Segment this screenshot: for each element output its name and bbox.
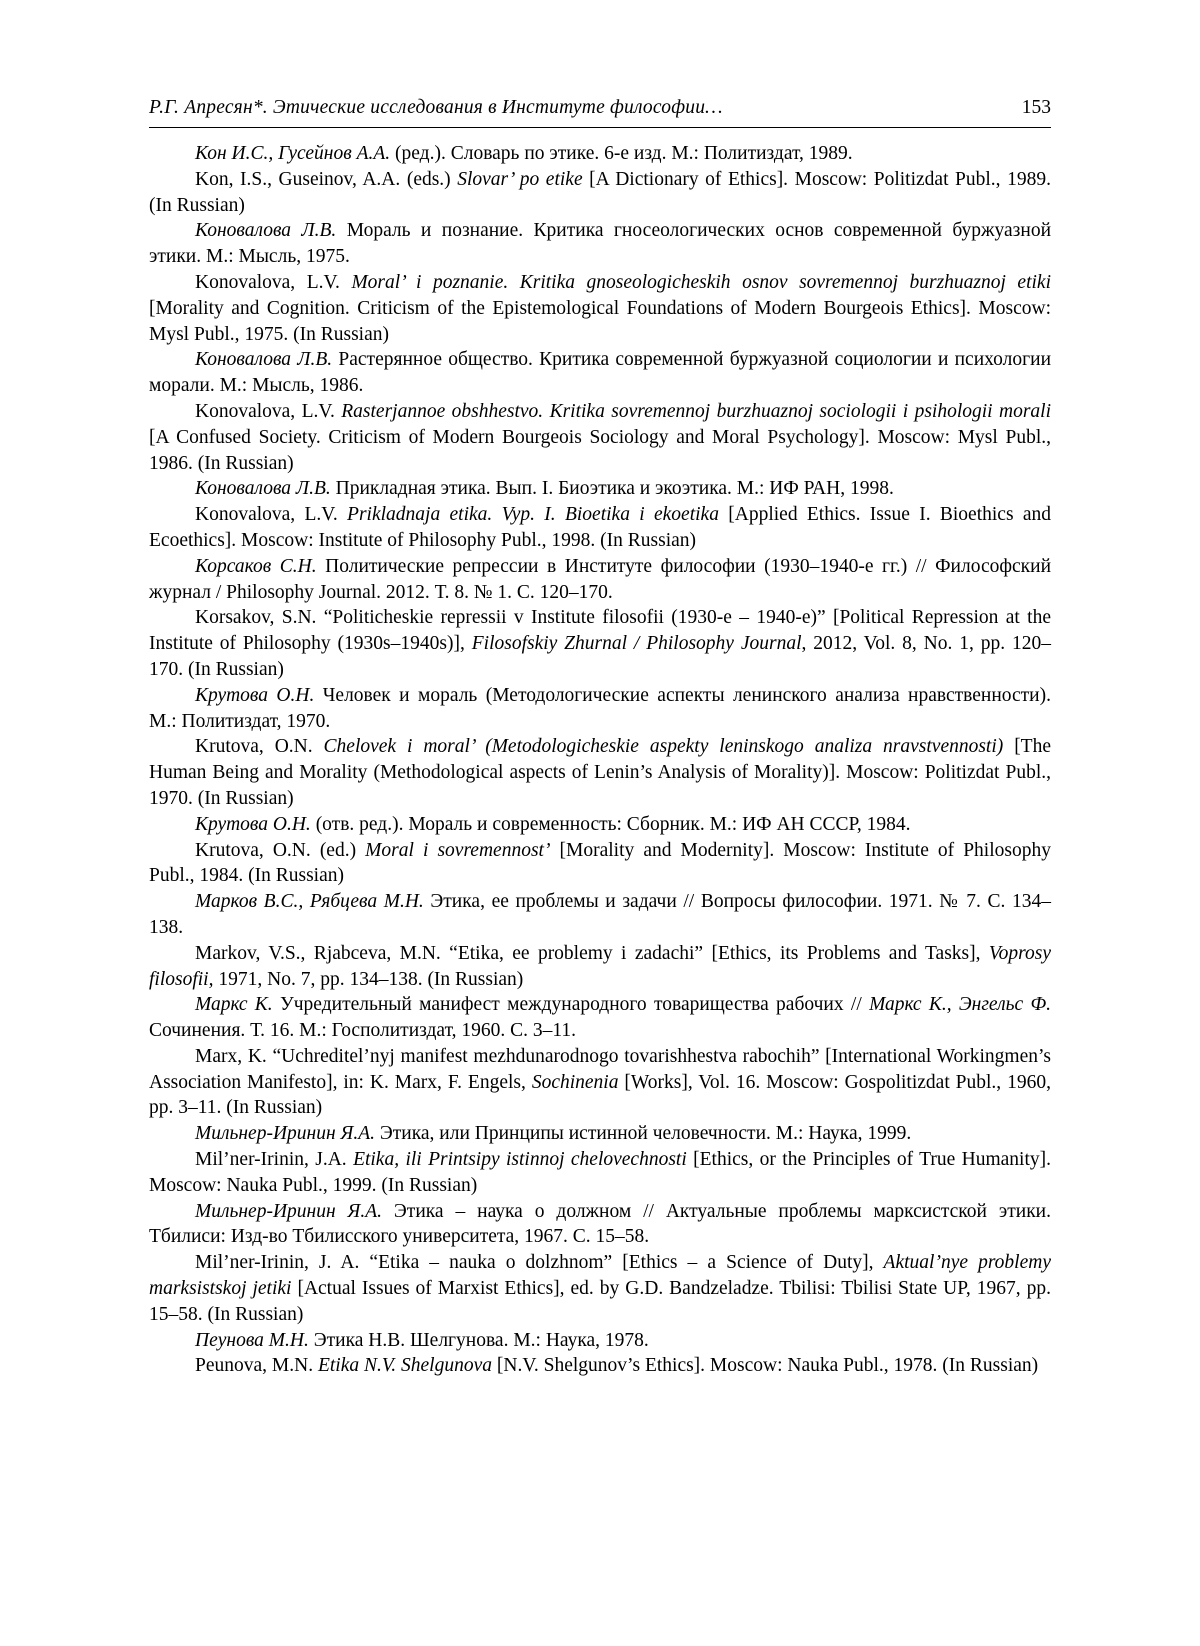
reference-italic-segment: Etika N.V. Shelgunova	[317, 1355, 492, 1377]
reference-italic-segment: Маркс К.	[195, 994, 273, 1016]
reference-entry	[149, 1147, 1051, 1199]
page-number: 153	[1021, 97, 1051, 118]
reference-text-segment: Сочинения. Т. 16. М.: Госполитиздат, 1960. С. 3–11.	[149, 1020, 577, 1042]
reference-text-segment: Marx, K. “Uchreditel’nyj manifest mezhdunarodnogo tovarishhestva rabochih” [International Workingmen’s Association Manifesto], in: K. Marx, F. Engels,	[149, 1045, 1051, 1093]
reference-italic-segment: Мильнер-Иринин Я.А.	[195, 1123, 375, 1145]
reference-entry	[149, 270, 1051, 347]
reference-italic-segment: Moral i sovremennost’	[365, 839, 551, 861]
reference-entry	[149, 502, 1051, 554]
reference-italic-segment: Rasterjannoe obshhestvo. Kritika sovremennoj burzhuaznoj sociologii i psihologii morali	[341, 400, 1052, 422]
reference-italic-segment: Коновалова Л.В.	[195, 349, 333, 371]
reference-italic-segment: Крутова О.Н.	[195, 813, 311, 835]
reference-text-segment: (ред.). Словарь по этике. 6-е изд. М.: Политиздат, 1989.	[390, 143, 853, 164]
reference-text-segment: Krutova, O.N.	[195, 736, 324, 758]
reference-text-segment: Mil’ner-Irinin, J.A.	[195, 1149, 354, 1171]
reference-text-segment: Konovalova, L.V.	[195, 271, 352, 293]
reference-italic-segment: Moral’ i poznanie. Kritika gnoseologicheskih osnov sovremennoj burzhuaznoj etiki	[351, 271, 1051, 293]
reference-entry	[149, 1328, 1051, 1354]
reference-italic-segment: Prikladnaja etika. Vyp. I. Bioetika i ekoetika	[347, 504, 719, 526]
running-head-title: Р.Г. Апресян*. Этические исследования в Институте философии…	[149, 97, 723, 118]
reference-italic-segment: Пеунова М.Н.	[195, 1329, 309, 1351]
reference-italic-segment: Sochinenia	[531, 1071, 619, 1093]
reference-entry	[149, 992, 1051, 1044]
reference-entry	[149, 476, 1051, 502]
reference-text-segment: Этика Н.В. Шелгунова. М.: Наука, 1978.	[308, 1329, 649, 1351]
reference-italic-segment: Filosofskiy Zhurnal / Philosophy Journal	[471, 633, 802, 655]
reference-text-segment: Konovalova, L.V.	[195, 504, 348, 526]
reference-italic-segment: Коновалова Л.В.	[195, 220, 337, 242]
reference-text-segment: Krutova, O.N. (ed.)	[195, 839, 366, 861]
reference-text-segment: , 2012, Vol. 8, No. 1, pp. 120–170. (In Russian)	[149, 633, 1051, 680]
reference-entry	[149, 889, 1051, 941]
reference-text-segment: [Applied Ethics. Issue I. Bioethics and Ecoethics]. Moscow: Institute of Philosophy Publ., 1998. (In Russian)	[149, 504, 1051, 551]
reference-text-segment: [Actual Issues of Marxist Ethics], ed. by G.D. Bandzeladze. Tbilisi: Tbilisi State UP, 1967, pp. 15–58. (In Russian)	[149, 1278, 1051, 1325]
reference-italic-segment: Chelovek i moral’ (Metodologicheskie aspekty leninskogo analiza nravstvennosti)	[323, 736, 1004, 758]
reference-entry	[149, 167, 1051, 219]
reference-text-segment: [Morality and Cognition. Criticism of the Epistemological Foundations of Modern Bourgeois Ethics]. Moscow: Mysl Publ., 1975. (In Russian)	[149, 297, 1051, 345]
reference-entry	[149, 554, 1051, 606]
reference-text-segment: Политические репрессии в Институте философии (1930–1940-е гг.) // Философский журнал / Philosophy Journal. 2012. Т. 8. № 1. С. 120–170.	[149, 555, 1051, 603]
reference-text-segment: Этика, или Принципы истинной человечности. М.: Наука, 1999.	[374, 1123, 912, 1145]
reference-text-segment: (отв. ред.). Мораль и современность: Сборник. М.: ИФ АН СССР, 1984.	[310, 813, 911, 835]
reference-text-segment: Этика – наука о должном // Актуальные проблемы марксистской этики. Тбилиси: Изд-во Тбилисского университета, 1967. С. 15–58.	[149, 1200, 1051, 1248]
reference-italic-segment: Марков В.С., Рябцева М.Н.	[195, 891, 424, 913]
reference-text-segment: Markov, V.S., Rjabceva, M.N. “Etika, ee problemy i zadachi” [Ethics, its Problems and Tasks],	[195, 942, 989, 964]
reference-text-segment: Учредительный манифест международного товарищества рабочих //	[272, 994, 870, 1016]
reference-text-segment: [A Confused Society. Criticism of Modern Bourgeois Sociology and Moral Psychology]. Moscow: Mysl Publ., 1986. (In Russian)	[149, 426, 1051, 474]
reference-italic-segment: Мильнер-Иринин Я.А.	[195, 1200, 383, 1222]
reference-italic-segment: Slovar’ po etike	[457, 168, 583, 190]
page-content	[149, 0, 1051, 1379]
reference-text-segment: Peunova, M.N.	[195, 1355, 318, 1377]
reference-text-segment: Mil’ner-Irinin, J. A. “Etika – nauka o dolzhnom” [Ethics – a Science of Duty],	[195, 1252, 884, 1274]
reference-italic-segment: Aktual’nye problemy marksistskoj jetiki	[149, 1252, 1051, 1300]
reference-italic-segment: Коновалова Л.В.	[195, 478, 331, 500]
reference-entry	[149, 399, 1051, 476]
reference-entry	[149, 1250, 1051, 1327]
reference-entry	[149, 1044, 1051, 1121]
reference-italic-segment: Voprosy filosofii,	[149, 942, 1051, 990]
reference-italic-segment: Маркс К., Энгельс Ф.	[869, 994, 1051, 1016]
reference-entry	[149, 218, 1051, 270]
reference-text-segment: [Ethics, or the Principles of True Humanity]. Moscow: Nauka Publ., 1999. (In Russian)	[149, 1149, 1051, 1196]
reference-entry	[149, 941, 1051, 993]
reference-text-segment: 1971, No. 7, pp. 134–138. (In Russian)	[213, 968, 524, 990]
reference-entry	[149, 1121, 1051, 1147]
reference-italic-segment: Корсаков С.Н.	[195, 555, 317, 577]
reference-text-segment: [N.V. Shelgunov’s Ethics]. Moscow: Nauka Publ., 1978. (In Russian)	[492, 1355, 1039, 1377]
running-head	[149, 96, 1051, 128]
reference-entry	[149, 838, 1051, 890]
reference-text-segment: [Works], Vol. 16. Moscow: Gospolitizdat Publ., 1960, pp. 3–11. (In Russian)	[149, 1071, 1051, 1119]
reference-text-segment: [A Dictionary of Ethics]. Moscow: Politizdat Publ., 1989. (In Russian)	[149, 168, 1051, 216]
reference-text-segment: Прикладная этика. Вып. I. Биоэтика и экоэтика. М.: ИФ РАН, 1998.	[330, 478, 894, 500]
reference-italic-segment: Крутова О.Н.	[195, 684, 315, 706]
reference-entry	[149, 1353, 1051, 1379]
references-list	[149, 141, 1051, 1379]
reference-italic-segment: Etika, ili Printsipy istinnoj chelovechnosti	[353, 1149, 687, 1171]
reference-text-segment: Kon, I.S., Guseinov, A.A. (eds.)	[195, 168, 458, 190]
reference-text-segment: Человек и мораль (Методологические аспекты ленинского анализа нравственности). М.: Политиздат, 1970.	[149, 684, 1051, 732]
reference-entry	[149, 812, 1051, 838]
reference-text-segment: [Morality and Modernity]. Moscow: Institute of Philosophy Publ., 1984. (In Russian)	[149, 839, 1051, 887]
reference-text-segment: Мораль и познание. Критика гносеологических основ современной буржуазной этики. М.: Мысль, 1975.	[149, 220, 1051, 268]
reference-entry	[149, 141, 1051, 167]
reference-entry	[149, 683, 1051, 735]
reference-entry	[149, 734, 1051, 811]
reference-text-segment: Растерянное общество. Критика современной буржуазной социологии и психологии морали. М.: Мысль, 1986.	[149, 349, 1052, 397]
reference-text-segment: Konovalova, L.V.	[195, 400, 342, 422]
reference-text-segment: Korsakov, S.N. “Politicheskie repressii v Institute filosofii (1930-e – 1940-e)” [Political Repression at the Institute of Philosophy (1930s–1940s)],	[149, 607, 1051, 655]
reference-text-segment: Этика, ее проблемы и задачи // Вопросы философии. 1971. № 7. С. 134–138.	[149, 891, 1051, 938]
reference-entry	[149, 347, 1051, 399]
reference-text-segment: [The Human Being and Morality (Methodological aspects of Lenin’s Analysis of Morality)]. Moscow: Politizdat Publ., 1970. (In Russian)	[149, 736, 1051, 809]
reference-entry	[149, 605, 1051, 682]
reference-entry	[149, 1199, 1051, 1251]
reference-italic-segment: Кон И.С., Гусейнов А.А.	[195, 143, 391, 164]
